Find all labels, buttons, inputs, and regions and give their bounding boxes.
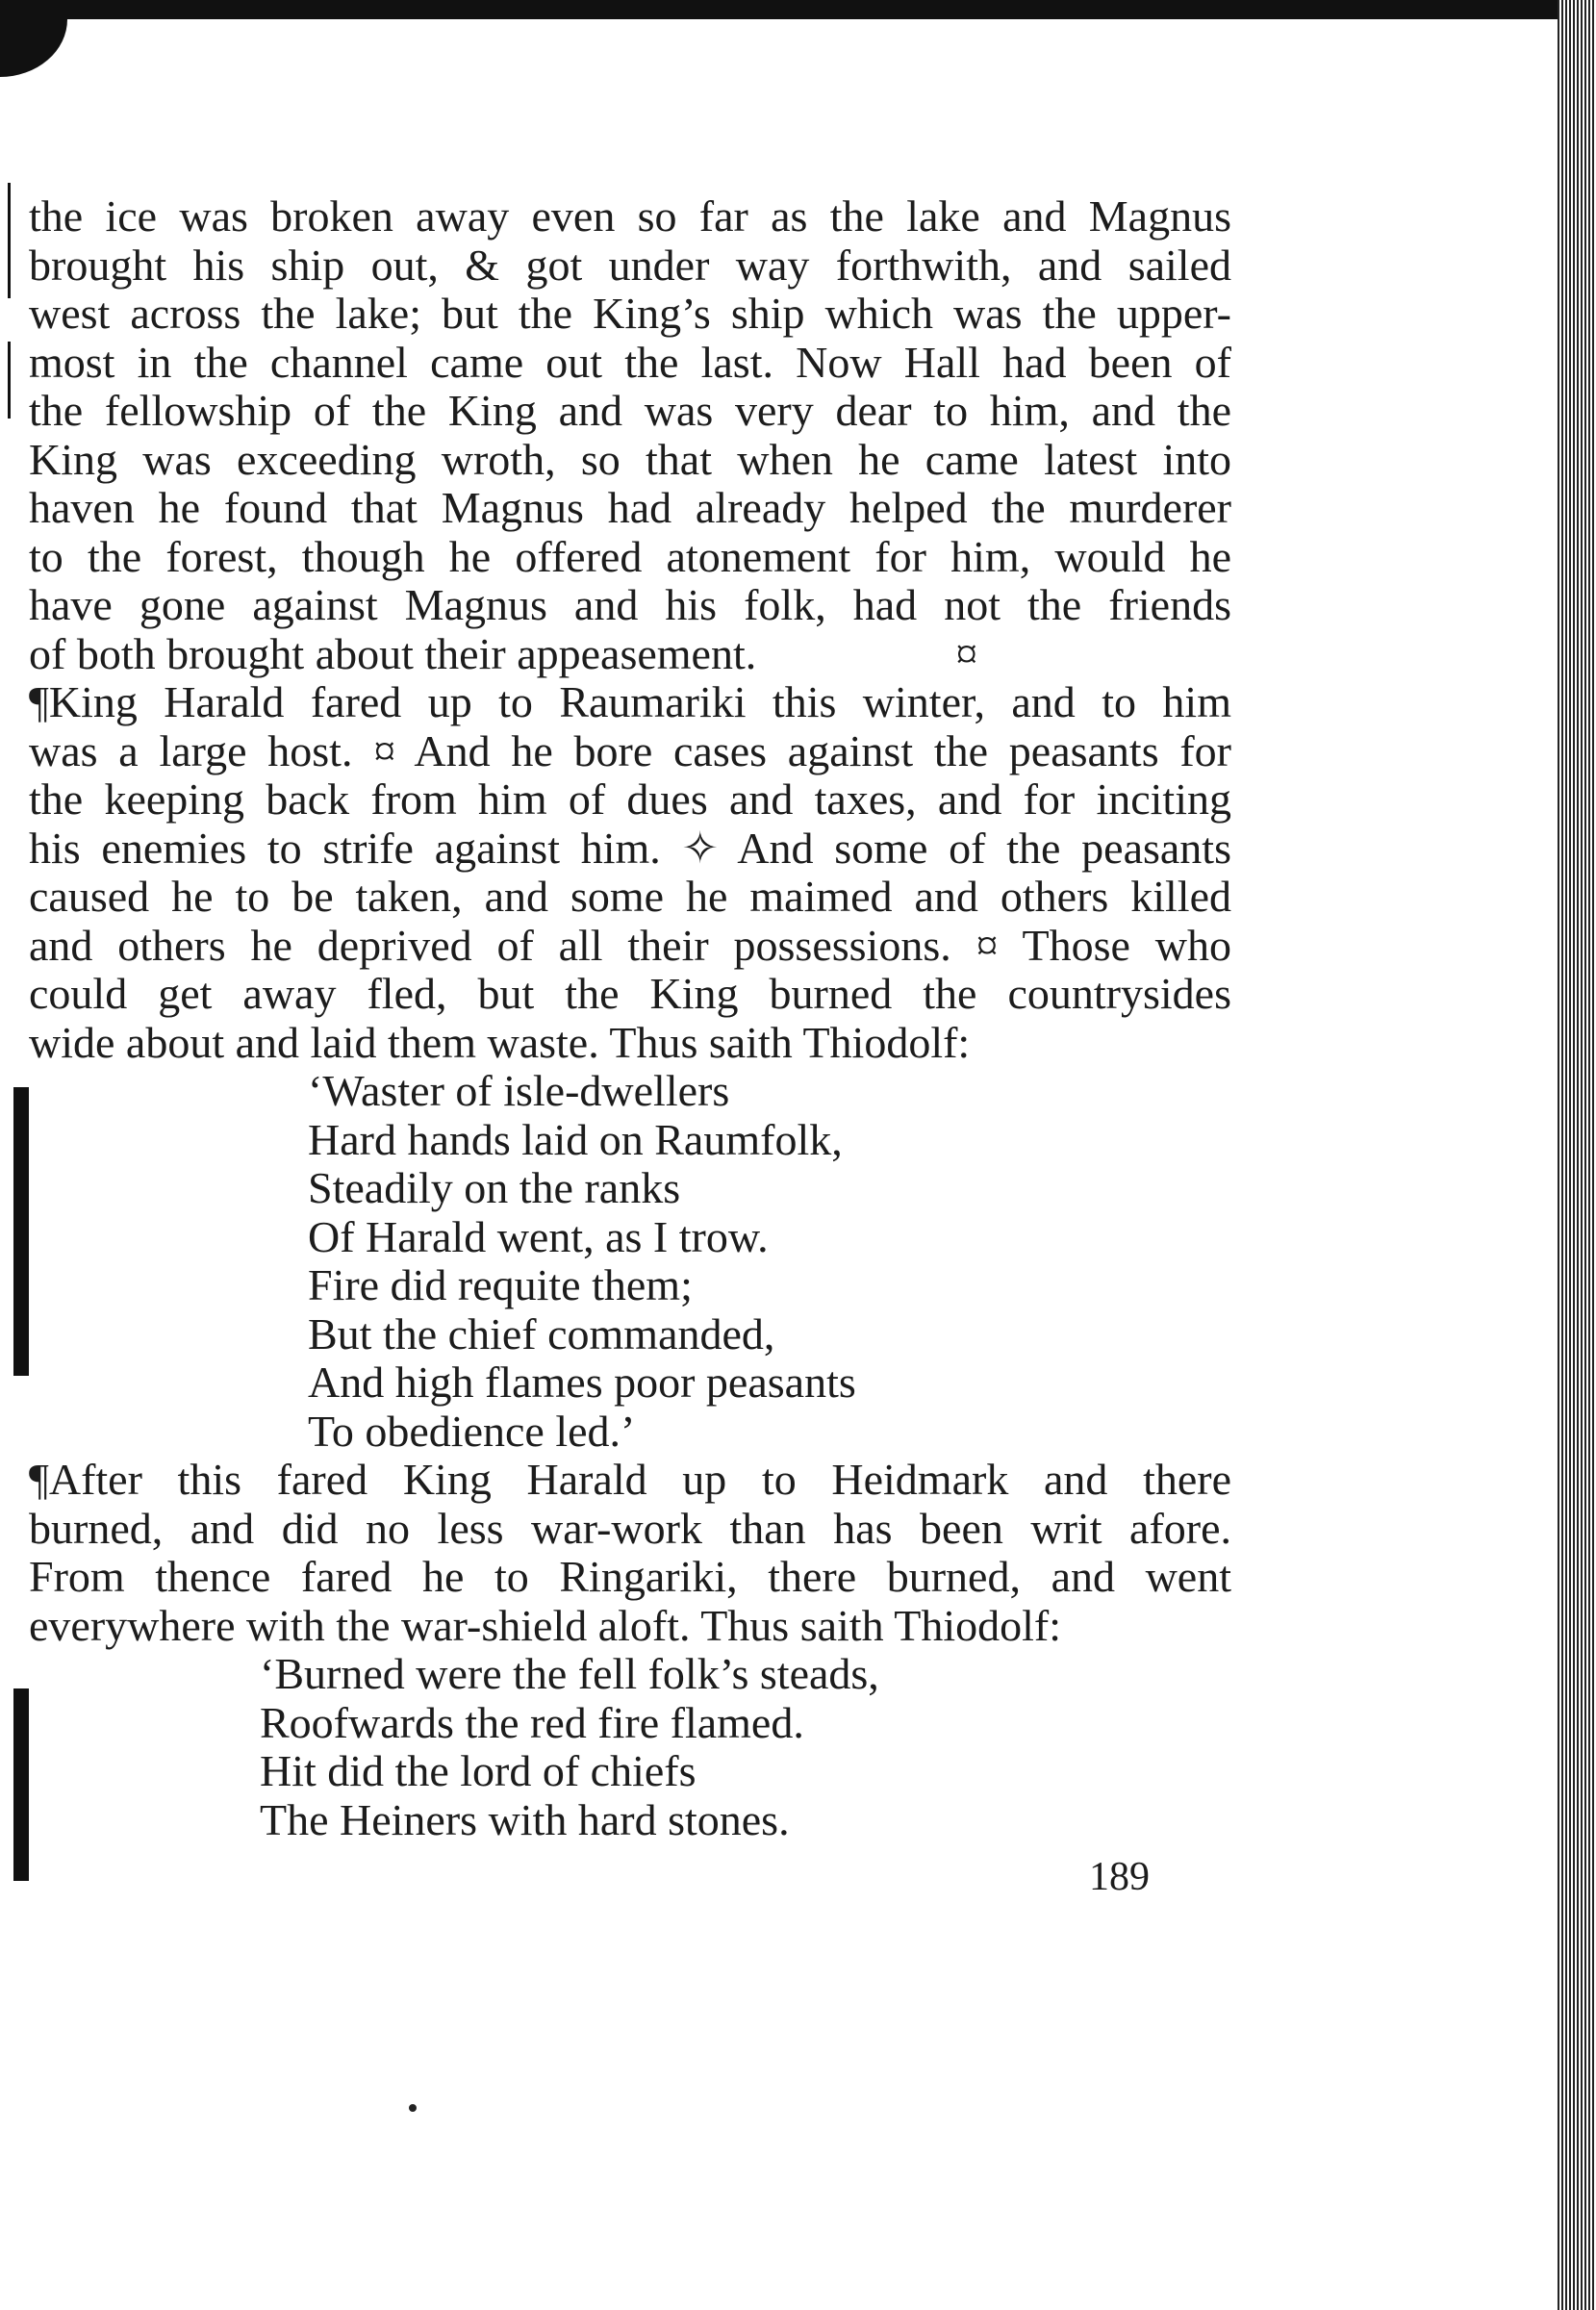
text-line: the ice was broken away even so far as the lake and Magnus [29, 191, 1231, 241]
page-body [29, 192, 1231, 1844]
margin-mark [13, 1087, 29, 1376]
scan-speck [409, 2104, 417, 2112]
scan-corner-shadow [0, 10, 67, 77]
text-line: most in the channel came out the last. Now Hall had been of [29, 337, 1231, 387]
book-spine-edge [1558, 0, 1596, 2310]
paragraph [29, 1456, 1231, 1650]
page-number: 189 [1089, 1855, 1150, 1899]
text-line: have gone against Magnus and his folk, had not the friends [29, 580, 1231, 629]
text-line: west across the lake; but the King’s ship which was the upper- [29, 289, 1231, 338]
paragraph [29, 192, 1231, 678]
text-line: haven he found that Magnus had already helped the murderer [29, 483, 1231, 532]
verse-line: The Heiners with hard stones. [260, 1794, 790, 1844]
text-line: King was exceeding wroth, so that when he came latest into [29, 434, 1231, 484]
text-line: and others he deprived of all their possessions. ¤ Those who [29, 920, 1231, 970]
text-line: ¶King Harald fared up to Raumariki this winter, and to him [29, 677, 1231, 726]
text-line: to the forest, though he offered atonement for him, would he [29, 531, 1231, 581]
verse-line: Fire did requite them; [308, 1260, 693, 1309]
text-line: burned, and did no less war-work than has been writ afore. [29, 1503, 1231, 1553]
text-line: of both brought about their appeasement. ¤ [29, 628, 978, 678]
verse-line: Hit did the lord of chiefs [260, 1746, 697, 1795]
scan-top-shadow [0, 0, 1558, 19]
verse-line: Hard hands laid on Raumfolk, [308, 1114, 843, 1164]
verse-line: Of Harald went, as I trow. [308, 1211, 769, 1261]
text-line: From thence fared he to Ringariki, there burned, and went [29, 1552, 1231, 1601]
text-line: was a large host. ¤ And he bore cases against the peasants for [29, 725, 1231, 775]
text-line: could get away fled, but the King burned the countrysides [29, 969, 1231, 1018]
margin-mark [8, 342, 11, 419]
verse-line: To obedience led.’ [308, 1406, 636, 1456]
verse-line: Steadily on the ranks [308, 1163, 681, 1212]
verse [29, 1067, 1231, 1456]
text-line: caused he to be taken, and some he maimed and others killed [29, 872, 1231, 921]
text-line: brought his ship out, & got under way forthwith, and sailed [29, 240, 1231, 290]
verse-line: ‘Burned were the fell folk’s steads, [260, 1649, 879, 1698]
verse [29, 1650, 1231, 1844]
text-line: wide about and laid them waste. Thus saith Thiodolf: [29, 1017, 971, 1067]
verse-line: And high flames poor peasants [308, 1358, 856, 1407]
margin-mark [8, 183, 11, 298]
verse-line: But the chief commanded, [308, 1308, 775, 1358]
margin-mark [13, 1688, 29, 1881]
text-line: ¶After this fared King Harald up to Heidmark and there [29, 1455, 1231, 1504]
verse-line: Roofwards the red fire flamed. [260, 1697, 804, 1747]
verse-line: ‘Waster of isle-dwellers [308, 1066, 730, 1115]
text-line: the keeping back from him of dues and taxes, and for inciting [29, 774, 1231, 824]
text-line: the fellowship of the King and was very dear to him, and the [29, 386, 1231, 435]
text-line: his enemies to strife against him. ✧ And some of the peasants [29, 823, 1231, 873]
text-line: everywhere with the war-shield aloft. Thus saith Thiodolf: [29, 1600, 1062, 1650]
paragraph [29, 678, 1231, 1067]
